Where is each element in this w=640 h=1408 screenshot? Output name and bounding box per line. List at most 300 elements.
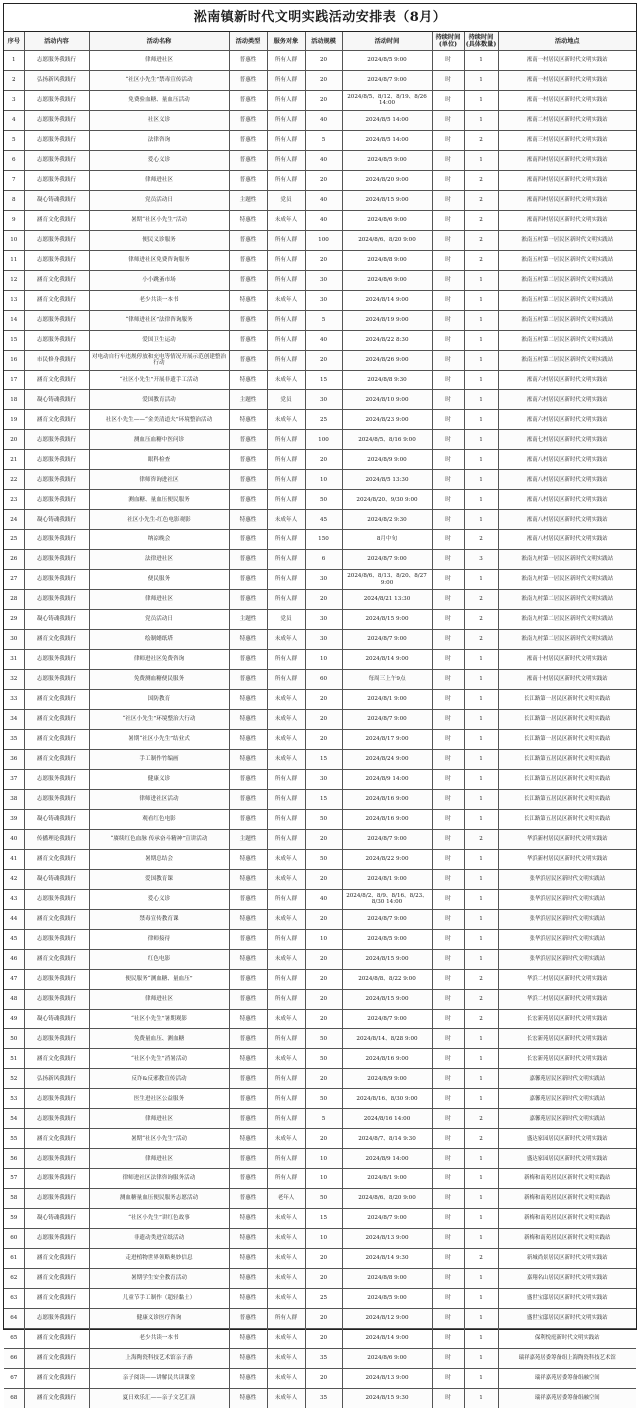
cell-scale: 45	[305, 510, 342, 530]
cell-name: 亲子阅读——讲解民共读课堂	[89, 1368, 229, 1388]
cell-time: 2024/8/2、8/9、8/16、8/23、8/30 14:00	[342, 889, 432, 909]
table-row	[4, 370, 636, 390]
cell-content: 志愿服务我践行	[24, 330, 89, 350]
cell-time: 2024/8/17 9:00	[342, 729, 432, 749]
cell-time: 2024/8/7 9:00	[342, 550, 432, 570]
table-row	[4, 769, 636, 789]
cell-audience: 所有人群	[267, 1089, 305, 1109]
cell-scale: 50	[305, 809, 342, 829]
cell-type: 普惠性	[229, 310, 267, 330]
cell-location: 淞南一村居民区新时代文明实践站	[498, 90, 636, 110]
cell-duration-amount: 1	[464, 51, 498, 71]
table-row	[4, 1388, 636, 1407]
cell-content: 志愿服务我践行	[24, 51, 89, 71]
cell-scale: 50	[305, 1089, 342, 1109]
cell-content: 凝心铸魂我践行	[24, 1009, 89, 1029]
cell-location: 瑞祥嘉苑居委筹备组融空间	[498, 1368, 636, 1388]
table-row	[4, 570, 636, 590]
cell-index: 31	[4, 650, 24, 670]
cell-duration-unit: 时	[432, 330, 464, 350]
cell-name: 测血压血糖中医问诊	[89, 430, 229, 450]
cell-time: 2024/8/5 14:00	[342, 130, 432, 150]
cell-audience: 所有人群	[267, 590, 305, 610]
cell-type: 特惠性	[229, 1229, 267, 1249]
table-row	[4, 1089, 636, 1109]
cell-scale: 50	[305, 849, 342, 869]
cell-content: 志愿服务我践行	[24, 130, 89, 150]
cell-index: 65	[4, 1329, 24, 1349]
cell-scale: 20	[305, 450, 342, 470]
cell-content: 弘扬新风我践行	[24, 70, 89, 90]
table-row	[4, 350, 636, 370]
cell-name: “社区小先生”暑期观影	[89, 1009, 229, 1029]
cell-audience: 未成年人	[267, 709, 305, 729]
cell-index: 61	[4, 1249, 24, 1269]
cell-content: 涵育文化我践行	[24, 709, 89, 729]
cell-content: 志愿服务我践行	[24, 250, 89, 270]
cell-duration-amount: 2	[464, 610, 498, 630]
cell-index: 66	[4, 1348, 24, 1368]
cell-duration-amount: 1	[464, 490, 498, 510]
cell-type: 普惠性	[229, 270, 267, 290]
table-row	[4, 1289, 636, 1309]
cell-name: 法律咨询	[89, 130, 229, 150]
cell-scale: 20	[305, 1069, 342, 1089]
cell-audience: 未成年人	[267, 949, 305, 969]
cell-duration-unit: 时	[432, 889, 464, 909]
cell-index: 16	[4, 350, 24, 370]
table-row	[4, 630, 636, 650]
cell-duration-amount: 1	[464, 650, 498, 670]
cell-name: 上海陶瓷科技艺术馆亲子游	[89, 1348, 229, 1368]
cell-time: 2024/8/16、8/30 9:00	[342, 1089, 432, 1109]
cell-content: 志愿服务我践行	[24, 450, 89, 470]
cell-type: 普惠性	[229, 530, 267, 550]
cell-duration-amount: 2	[464, 1129, 498, 1149]
cell-duration-amount: 1	[464, 390, 498, 410]
cell-time: 2024/8/9 14:00	[342, 769, 432, 789]
cell-content: 涵育文化我践行	[24, 909, 89, 929]
cell-name: 健康义诊	[89, 769, 229, 789]
cell-type: 特惠性	[229, 1209, 267, 1229]
cell-duration-unit: 时	[432, 1029, 464, 1049]
cell-location: 长江路第五居民区新时代文明实践站	[498, 769, 636, 789]
cell-index: 68	[4, 1388, 24, 1407]
cell-content: 志愿服务我践行	[24, 570, 89, 590]
cell-scale: 30	[305, 630, 342, 650]
cell-audience: 所有人群	[267, 650, 305, 670]
cell-time: 2024/8/7 9:00	[342, 1209, 432, 1229]
cell-type: 普惠性	[229, 789, 267, 809]
cell-duration-amount: 1	[464, 949, 498, 969]
cell-content: 志愿服务我践行	[24, 889, 89, 909]
cell-index: 57	[4, 1169, 24, 1189]
cell-duration-amount: 1	[464, 1169, 498, 1189]
table-row	[4, 909, 636, 929]
table-row	[4, 470, 636, 490]
cell-audience: 党员	[267, 610, 305, 630]
cell-type: 普惠性	[229, 470, 267, 490]
cell-audience: 未成年人	[267, 1009, 305, 1029]
cell-duration-unit: 时	[432, 570, 464, 590]
cell-scale: 20	[305, 909, 342, 929]
cell-scale: 50	[305, 1049, 342, 1069]
table-row	[4, 1169, 636, 1189]
cell-name: 对电动自行车违规停放和充电等情况开展示范创建整治行动	[89, 350, 229, 370]
cell-duration-unit: 时	[432, 490, 464, 510]
cell-location: 淞南一村居民区新时代文明实践站	[498, 51, 636, 71]
cell-duration-amount: 1	[464, 90, 498, 110]
cell-name: 免费量血压、测血糖	[89, 1029, 229, 1049]
table-row	[4, 1049, 636, 1069]
cell-duration-amount: 1	[464, 1209, 498, 1229]
table-row	[4, 1309, 636, 1329]
cell-duration-amount: 1	[464, 1229, 498, 1249]
cell-location: 淞南九村第一居民区新时代文明实践站	[498, 570, 636, 590]
cell-time: 2024/8/6、8/20 9:00	[342, 1189, 432, 1209]
cell-time: 2024/8/5、8/16 9:00	[342, 430, 432, 450]
cell-scale: 150	[305, 530, 342, 550]
cell-location: 新梅和南苑居民区新时代文明实践站	[498, 1169, 636, 1189]
cell-time: 2024/8/20 9:00	[342, 170, 432, 190]
cell-index: 11	[4, 250, 24, 270]
cell-location: 长江路第五居民区新时代文明实践站	[498, 749, 636, 769]
cell-scale: 20	[305, 1309, 342, 1329]
cell-name: “赓续红色血脉 传承奋斗精神”宣讲活动	[89, 829, 229, 849]
cell-duration-unit: 时	[432, 350, 464, 370]
cell-type: 普惠性	[229, 769, 267, 789]
cell-content: 凝心铸魂我践行	[24, 869, 89, 889]
cell-name: 暑期“社区小先生”活动	[89, 210, 229, 230]
cell-duration-amount: 1	[464, 330, 498, 350]
cell-audience: 所有人群	[267, 1109, 305, 1129]
page-title: 淞南镇新时代文明实践活动安排表（8月）	[4, 4, 636, 32]
cell-location: 淞南四村居民区新时代文明实践站	[498, 150, 636, 170]
cell-time: 2024/8/14 9:00	[342, 1329, 432, 1349]
cell-index: 3	[4, 90, 24, 110]
cell-scale: 5	[305, 310, 342, 330]
cell-audience: 未成年人	[267, 1049, 305, 1069]
cell-audience: 所有人群	[267, 470, 305, 490]
cell-duration-amount: 1	[464, 410, 498, 430]
cell-scale: 50	[305, 490, 342, 510]
cell-type: 特惠性	[229, 1249, 267, 1269]
cell-location: 长江路第五居民区新时代文明实践站	[498, 809, 636, 829]
cell-duration-amount: 1	[464, 1269, 498, 1289]
cell-time: 2024/8/7 9:00	[342, 70, 432, 90]
cell-scale: 20	[305, 250, 342, 270]
table-row	[4, 250, 636, 270]
cell-content: 志愿服务我践行	[24, 150, 89, 170]
cell-content: 涵育文化我践行	[24, 370, 89, 390]
cell-audience: 所有人群	[267, 310, 305, 330]
table-row	[4, 1348, 636, 1368]
cell-location: 新梅和南苑居民区新时代文明实践站	[498, 1189, 636, 1209]
cell-type: 特惠性	[229, 210, 267, 230]
cell-scale: 15	[305, 370, 342, 390]
table-row	[4, 530, 636, 550]
cell-name: 非遗动类进宣纸活动	[89, 1229, 229, 1249]
cell-type: 特惠性	[229, 1289, 267, 1309]
cell-type: 普惠性	[229, 550, 267, 570]
cell-scale: 10	[305, 470, 342, 490]
cell-audience: 未成年人	[267, 869, 305, 889]
cell-content: 涵育文化我践行	[24, 1049, 89, 1069]
cell-content: 志愿服务我践行	[24, 989, 89, 1009]
cell-audience: 所有人群	[267, 250, 305, 270]
cell-index: 21	[4, 450, 24, 470]
cell-audience: 所有人群	[267, 490, 305, 510]
cell-name: 眼科检查	[89, 450, 229, 470]
cell-location: 张华浜居民区新时代文明实践站	[498, 929, 636, 949]
cell-scale: 10	[305, 1229, 342, 1249]
cell-duration-unit: 时	[432, 829, 464, 849]
cell-scale: 40	[305, 150, 342, 170]
cell-audience: 未成年人	[267, 1348, 305, 1368]
cell-type: 特惠性	[229, 1348, 267, 1368]
cell-name: 测血糖、量血压便民服务	[89, 490, 229, 510]
cell-index: 25	[4, 530, 24, 550]
cell-index: 19	[4, 410, 24, 430]
cell-time: 2024/8/20、9/30 9:00	[342, 490, 432, 510]
table-row	[4, 1249, 636, 1269]
cell-content: 涵育文化我践行	[24, 410, 89, 430]
cell-index: 35	[4, 729, 24, 749]
cell-duration-unit: 时	[432, 789, 464, 809]
cell-duration-unit: 时	[432, 1289, 464, 1309]
cell-duration-unit: 时	[432, 769, 464, 789]
cell-name: 律师进社区	[89, 989, 229, 1009]
cell-audience: 所有人群	[267, 929, 305, 949]
cell-duration-amount: 1	[464, 929, 498, 949]
cell-audience: 未成年人	[267, 410, 305, 430]
cell-name: 律师进社区免费咨询服务	[89, 250, 229, 270]
cell-duration-unit: 时	[432, 630, 464, 650]
table-row	[4, 90, 636, 110]
cell-duration-unit: 时	[432, 1229, 464, 1249]
cell-time: 2024/8/5 9:00	[342, 150, 432, 170]
cell-index: 36	[4, 749, 24, 769]
cell-duration-unit: 时	[432, 1249, 464, 1269]
cell-audience: 所有人群	[267, 330, 305, 350]
cell-scale: 60	[305, 670, 342, 690]
cell-audience: 未成年人	[267, 290, 305, 310]
cell-scale: 25	[305, 410, 342, 430]
cell-duration-amount: 1	[464, 1049, 498, 1069]
cell-content: 志愿服务我践行	[24, 1189, 89, 1209]
table-row	[4, 789, 636, 809]
cell-time: 2024/8/21 13:30	[342, 590, 432, 610]
cell-index: 23	[4, 490, 24, 510]
cell-duration-unit: 时	[432, 390, 464, 410]
cell-location: 嘉馨苑居民区新时代文明实践站	[498, 1109, 636, 1129]
cell-index: 49	[4, 1009, 24, 1029]
cell-time: 2024/8/9 14:00	[342, 1149, 432, 1169]
cell-audience: 党员	[267, 390, 305, 410]
cell-duration-amount: 1	[464, 769, 498, 789]
cell-time: 2024/8/7 9:00	[342, 630, 432, 650]
cell-index: 45	[4, 929, 24, 949]
cell-scale: 10	[305, 1149, 342, 1169]
cell-type: 普惠性	[229, 889, 267, 909]
cell-time: 2024/8/15 9:00	[342, 190, 432, 210]
cell-audience: 未成年人	[267, 849, 305, 869]
cell-location: 长宏新苑居民区新时代文明实践站	[498, 1049, 636, 1069]
cell-duration-amount: 1	[464, 290, 498, 310]
cell-index: 33	[4, 690, 24, 710]
cell-name: 律师进社区	[89, 1149, 229, 1169]
cell-time: 2024/8/16 9:00	[342, 809, 432, 829]
cell-name: 观看红色电影	[89, 809, 229, 829]
cell-duration-amount: 1	[464, 150, 498, 170]
cell-time: 2024/8/5 9:00	[342, 51, 432, 71]
cell-audience: 未成年人	[267, 729, 305, 749]
cell-scale: 50	[305, 1189, 342, 1209]
cell-audience: 所有人群	[267, 1069, 305, 1089]
cell-type: 普惠性	[229, 1149, 267, 1169]
table-row	[4, 969, 636, 989]
cell-content: 涵育文化我践行	[24, 290, 89, 310]
schedule-sheet	[3, 3, 637, 1402]
cell-index: 39	[4, 809, 24, 829]
cell-audience: 所有人群	[267, 170, 305, 190]
cell-duration-amount: 1	[464, 1069, 498, 1089]
cell-type: 普惠性	[229, 989, 267, 1009]
cell-duration-unit: 时	[432, 809, 464, 829]
cell-index: 1	[4, 51, 24, 71]
cell-time: 2024/8/7 9:00	[342, 709, 432, 729]
cell-scale: 25	[305, 1289, 342, 1309]
cell-content: 市民修身我践行	[24, 350, 89, 370]
cell-name: “社区小先生”消暑活动	[89, 1049, 229, 1069]
cell-location: 淞南八村居民区新时代文明实践站	[498, 470, 636, 490]
cell-duration-amount: 2	[464, 590, 498, 610]
table-row	[4, 150, 636, 170]
cell-name: 便民服务	[89, 570, 229, 590]
cell-content: 凝心铸魂我践行	[24, 809, 89, 829]
cell-scale: 40	[305, 190, 342, 210]
cell-content: 涵育文化我践行	[24, 1348, 89, 1368]
cell-location: 淞南五村第一居民区新时代文明实践站	[498, 230, 636, 250]
cell-scale: 20	[305, 949, 342, 969]
col-header-name: 活动名称	[89, 32, 229, 51]
table-row	[4, 1109, 636, 1129]
cell-name: 健康义诊医疗咨询	[89, 1309, 229, 1329]
cell-name: 法律进社区	[89, 550, 229, 570]
table-row	[4, 949, 636, 969]
cell-name: 律师进社区	[89, 170, 229, 190]
cell-name: 便民服务“测血糖、量血压”	[89, 969, 229, 989]
cell-type: 特惠性	[229, 869, 267, 889]
table-row	[4, 989, 636, 1009]
cell-name: 免费验血糖、量血压活动	[89, 90, 229, 110]
cell-location: 新梅和南苑居民区新时代文明实践站	[498, 1229, 636, 1249]
cell-time: 2024/8/9 9:00	[342, 1069, 432, 1089]
col-header-type: 活动类型	[229, 32, 267, 51]
cell-time: 2024/8/6 9:00	[342, 1348, 432, 1368]
cell-duration-amount: 1	[464, 1388, 498, 1407]
cell-audience: 未成年人	[267, 370, 305, 390]
cell-audience: 所有人群	[267, 670, 305, 690]
table-row	[4, 430, 636, 450]
cell-type: 特惠性	[229, 1329, 267, 1349]
cell-duration-unit: 时	[432, 1348, 464, 1368]
cell-name: “社区小先生”禁毒宣传活动	[89, 70, 229, 90]
cell-scale: 20	[305, 1129, 342, 1149]
cell-audience: 未成年人	[267, 1289, 305, 1309]
cell-content: 志愿服务我践行	[24, 670, 89, 690]
cell-scale: 30	[305, 290, 342, 310]
cell-time: 2024/8/8 9:00	[342, 250, 432, 270]
cell-index: 30	[4, 630, 24, 650]
cell-name: 律师进社区	[89, 51, 229, 71]
cell-type: 普惠性	[229, 1189, 267, 1209]
cell-type: 普惠性	[229, 430, 267, 450]
table-row	[4, 510, 636, 530]
cell-location: 张华浜居民区新时代文明实践站	[498, 869, 636, 889]
col-header-time: 活动时间	[342, 32, 432, 51]
cell-type: 普惠性	[229, 809, 267, 829]
cell-time: 2024/8/6、8/20 9:00	[342, 230, 432, 250]
cell-scale: 20	[305, 1009, 342, 1029]
cell-type: 普惠性	[229, 250, 267, 270]
cell-index: 10	[4, 230, 24, 250]
cell-duration-amount: 1	[464, 869, 498, 889]
cell-duration-unit: 时	[432, 110, 464, 130]
table-header-row	[4, 32, 636, 51]
cell-content: 涵育文化我践行	[24, 630, 89, 650]
cell-duration-amount: 1	[464, 430, 498, 450]
cell-type: 普惠性	[229, 70, 267, 90]
cell-name: 爱国教育课	[89, 869, 229, 889]
cell-audience: 所有人群	[267, 150, 305, 170]
cell-location: 华浜二村居民区新时代文明实践站	[498, 989, 636, 1009]
cell-scale: 20	[305, 70, 342, 90]
cell-location: 长江路第一居民区新时代文明实践站	[498, 729, 636, 749]
cell-audience: 老年人	[267, 1189, 305, 1209]
cell-name: 免费测血糖便民服务	[89, 670, 229, 690]
cell-type: 普惠性	[229, 51, 267, 71]
cell-index: 51	[4, 1049, 24, 1069]
cell-duration-amount: 1	[464, 1149, 498, 1169]
cell-duration-unit: 时	[432, 210, 464, 230]
cell-scale: 20	[305, 829, 342, 849]
cell-scale: 30	[305, 570, 342, 590]
cell-time: 2024/8/7 9:00	[342, 1009, 432, 1029]
cell-content: 涵育文化我践行	[24, 1388, 89, 1407]
cell-content: 志愿服务我践行	[24, 550, 89, 570]
cell-audience: 所有人群	[267, 1149, 305, 1169]
cell-name: 律师咨询进社区	[89, 470, 229, 490]
cell-type: 普惠性	[229, 670, 267, 690]
cell-name: 纳凉晚会	[89, 530, 229, 550]
cell-duration-amount: 1	[464, 809, 498, 829]
table-row	[4, 590, 636, 610]
cell-index: 32	[4, 670, 24, 690]
cell-content: 志愿服务我践行	[24, 490, 89, 510]
cell-location: 盛世宝邸居民区新时代文明实践站	[498, 1289, 636, 1309]
cell-scale: 20	[305, 869, 342, 889]
cell-type: 主题性	[229, 610, 267, 630]
cell-type: 主题性	[229, 390, 267, 410]
cell-index: 9	[4, 210, 24, 230]
cell-content: 凝心铸魂我践行	[24, 1209, 89, 1229]
cell-scale: 15	[305, 789, 342, 809]
cell-time: 2024/8/14、8/28 9:00	[342, 1029, 432, 1049]
cell-location: 瑞祥嘉苑居委筹备组融空间	[498, 1388, 636, 1407]
cell-duration-amount: 3	[464, 550, 498, 570]
cell-name: “社区小先生”开展非遗手工活动	[89, 370, 229, 390]
